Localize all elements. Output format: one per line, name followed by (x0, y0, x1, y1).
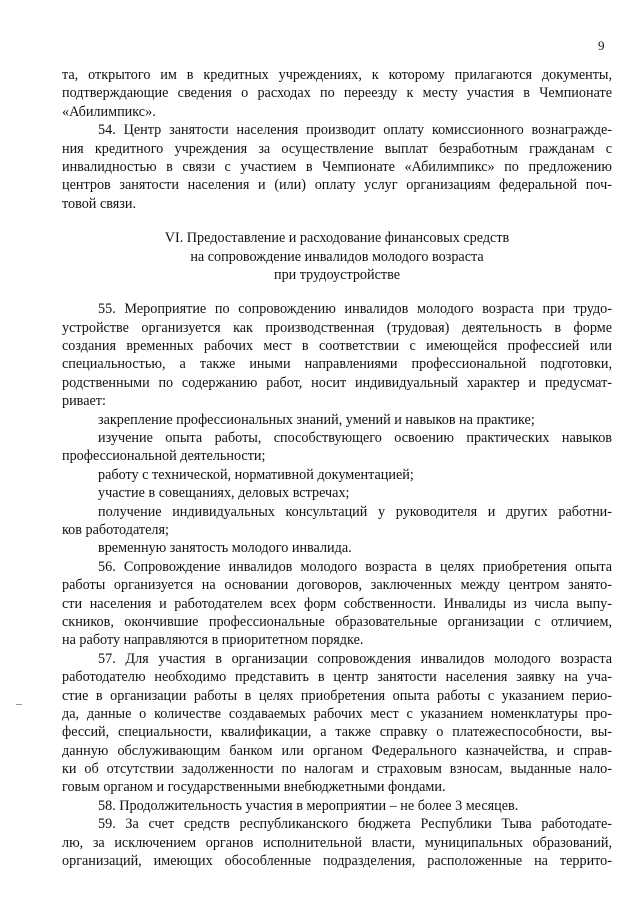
text-line: устройстве организуется как производственная (трудовая) деятельность в форме (62, 319, 612, 336)
text-line: стие в организации работы в целях приобретения опыта работы с указанием перио- (62, 687, 612, 704)
text-line: родственными по содержанию работ, носит индивидуальный характер и предусмат- (62, 374, 612, 391)
text-line: работодателю необходимо представить в центр занятости населения заявку на уча- (62, 669, 612, 686)
paragraph-58 (62, 797, 612, 815)
page-number: 9 (598, 38, 605, 53)
list-item (62, 411, 612, 429)
text-line: на работу направляются в приоритетном порядке. (62, 632, 364, 649)
text-line: инвалидностью в связи с участием в Чемпионате «Абилимпикс» по предложению (62, 158, 612, 175)
list-item (62, 539, 612, 557)
text-line: создания временных рабочих мест в соответствии с имеющейся профессией или (62, 338, 612, 355)
text-line: ки об отсутствии задолженности по налогам и страховым взносам, выданные нало- (62, 761, 612, 778)
text-line: получение индивидуальных консультаций у руководителя и других работни- (98, 503, 612, 520)
text-line: товой связи. (62, 195, 137, 212)
list-item (62, 484, 612, 502)
list-item (62, 429, 612, 466)
paragraph-57 (62, 650, 612, 797)
text-line: скников, окончившие профессиональные образовательные организации с отличием, (62, 613, 612, 630)
text-line: лю, за исключением органов исполнительной власти, муниципальных образований, (62, 834, 612, 851)
list-item (62, 503, 612, 540)
text-line: «Абилимпикс». (62, 103, 156, 120)
text-line: 57. Для участия в организации сопровождения инвалидов молодого возраста (98, 650, 612, 667)
paragraph-54 (62, 121, 612, 213)
text-line: 55. Мероприятие по сопровождению инвалидов молодого возраста при трудо- (98, 301, 612, 318)
text-line: фессий, специальности, квалификации, а также справку о платежеспособности, вы- (62, 724, 612, 741)
heading-line: VI. Предоставление и расходование финансовых средств (164, 230, 510, 247)
paragraph-53-continuation (62, 66, 612, 121)
paragraph-55 (62, 300, 612, 410)
scan-artifact (16, 704, 22, 705)
paragraph-56 (62, 558, 612, 650)
text-line: да, данные о количестве создаваемых рабочих мест с указанием номенклатуры про- (62, 705, 612, 722)
text-line: работу с технической, нормативной документацией; (98, 466, 414, 483)
text-line: изучение опыта работы, способствующего освоению практических навыков (98, 430, 612, 447)
document-body (62, 66, 612, 870)
text-line: данную обслуживающим банком или органом Федерального казначейства, и справ- (62, 742, 612, 759)
text-line: работы организуется на основании договоров, заключенных между центром занято- (62, 577, 612, 594)
text-line: организаций, имеющих обособленные подразделения, расположенные на террито- (62, 853, 612, 870)
text-line: ния кредитного учреждения за осуществление выплат безработным гражданам с (62, 140, 612, 157)
text-line: закрепление профессиональных знаний, умений и навыков на практике; (98, 411, 535, 428)
text-line: 58. Продолжительность участия в мероприятии – не более 3 месяцев. (98, 797, 519, 814)
text-line: говым органом и государственными внебюджетными фондами. (62, 779, 446, 796)
text-line: центров занятости населения и (или) оплату услуг организациям федеральной поч- (62, 177, 612, 194)
paragraph-59 (62, 815, 612, 870)
heading-line: при трудоустройстве (273, 266, 401, 283)
text-line: 54. Центр занятости населения производит оплату комиссионного вознагражде- (98, 122, 612, 139)
text-line: сти населения и работодателем всех форм собственности. Инвалиды из числа выпу- (62, 595, 612, 612)
text-line: участие в совещаниях, деловых встречах; (98, 485, 350, 502)
section-heading (62, 229, 612, 284)
text-line: специальностью, а также иными направлениями профессиональной подготовки, (62, 356, 612, 373)
text-line: 56. Сопровождение инвалидов молодого возраста в целях приобретения опыта (98, 558, 612, 575)
text-line: 59. За счет средств республиканского бюджета Республики Тыва работодате- (98, 816, 612, 833)
heading-line: на сопровождение инвалидов молодого возраста (190, 248, 484, 265)
text-line: временную занятость молодого инвалида. (98, 540, 352, 557)
text-line: ривает: (62, 393, 106, 410)
text-line: профессиональной деятельности; (62, 448, 266, 465)
text-line: ков работодателя; (62, 521, 169, 538)
text-line: подтверждающие сведения о расходах по переезду к месту участия в Чемпионате (62, 85, 612, 102)
text-line: та, открытого им в кредитных учреждениях, к которому прилагаются документы, (62, 67, 612, 83)
list-item (62, 466, 612, 484)
